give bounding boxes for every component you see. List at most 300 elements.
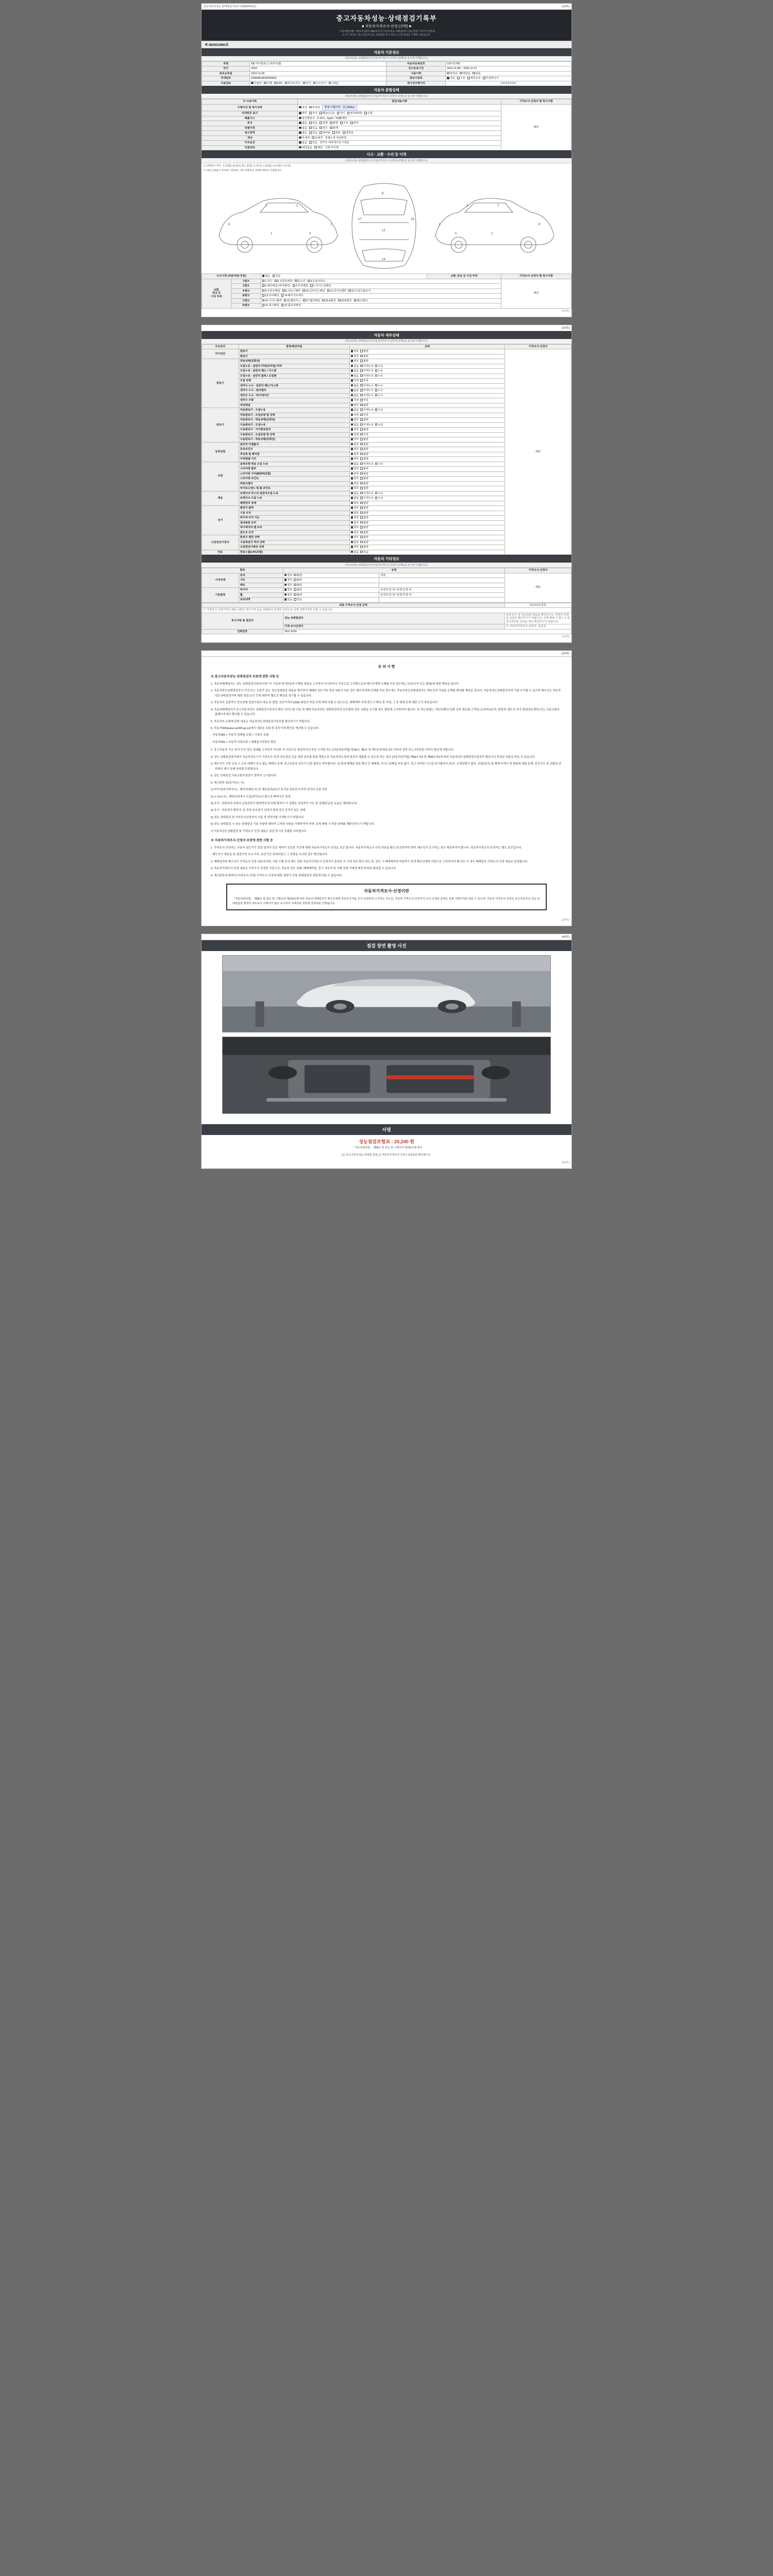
detail-option[interactable] — [360, 438, 368, 442]
overall-opt-1-1[interactable]: 부식 — [309, 112, 317, 115]
accident-diagram-area — [201, 163, 572, 274]
detail-option[interactable] — [351, 384, 359, 388]
fuel-option-6[interactable]: 기타() — [329, 82, 339, 86]
detail-option[interactable] — [351, 369, 359, 373]
overall-opt-7-1[interactable]: 있음 — [309, 141, 317, 145]
svg-text:3: 3 — [466, 205, 468, 208]
document-header — [201, 10, 572, 41]
detail-item-options — [349, 471, 505, 477]
detail-option[interactable] — [360, 443, 368, 447]
other-option[interactable] — [284, 574, 293, 578]
detail-option[interactable] — [360, 350, 368, 353]
detail-option[interactable] — [351, 360, 359, 363]
detail-option[interactable] — [351, 399, 359, 402]
detail-option-label: 없음 — [354, 423, 359, 427]
notice-item: 5) 성능·상태점검 및 가격조사산정자의 이름 및 연락처를 기재하시기 바랍니다. — [211, 816, 305, 819]
inspection-photo-front — [222, 955, 551, 1032]
detail-item-options — [349, 354, 505, 359]
detail-item-options — [349, 462, 505, 467]
other-option[interactable] — [284, 588, 293, 592]
accident-special-note: 해당 — [501, 279, 571, 308]
detail-option[interactable] — [375, 423, 383, 427]
detail-option[interactable] — [375, 375, 383, 378]
price-digit-0: 0 — [530, 603, 531, 607]
basic-label-1: 연식 — [202, 66, 250, 72]
detail-item-options — [349, 359, 505, 364]
detail-option[interactable] — [351, 512, 359, 515]
notice-item: 3. 성능·상태점검장치에서 자동차성능기기 가격조사·산정·성능점검 등을 위한 업무를 통한 명령으로 자동차성능상태 점검자 제출할 수 있도록 하는 경우 [자동차관리법] 제58조의4 및 제58조의5에 따라 자동차성능상태점검사업자의 벌금이나 과징금 처분을 받을 수 있습니다. — [211, 755, 535, 759]
parts-items-2 — [261, 289, 501, 294]
other-item-sublabel — [379, 598, 505, 603]
detail-option[interactable] — [360, 492, 374, 496]
detail-option[interactable] — [360, 433, 368, 437]
overall-key-6: 색상 — [202, 135, 298, 141]
other-option[interactable] — [284, 579, 293, 582]
detail-option[interactable] — [351, 467, 359, 471]
other-option-label: 없음 — [287, 598, 293, 602]
table-row — [202, 608, 572, 613]
other-item-options — [283, 578, 379, 583]
price-digit-1: 0 — [532, 603, 534, 607]
detail-option[interactable] — [351, 497, 359, 500]
overall-opt-0-0[interactable]: 정상 — [299, 106, 307, 110]
part-item[interactable]: 2.프론트펜더 — [275, 280, 293, 283]
remark-label: 특기사항 및 점검자 — [202, 613, 283, 629]
overall-opt-3-4[interactable]: 구조 — [340, 122, 348, 125]
detail-option[interactable] — [351, 350, 359, 353]
usetype-option-2[interactable]: 관용 — [473, 72, 481, 76]
usetype-option-1[interactable]: 영업용 — [460, 72, 470, 76]
detail-option[interactable] — [375, 369, 383, 373]
detail-option-label: 불량 — [363, 536, 368, 539]
sheet-topbar — [201, 4, 572, 10]
detail-item-options — [349, 403, 505, 408]
price-unit: 만원 — [541, 603, 546, 607]
detail-option[interactable] — [360, 409, 374, 412]
parts-rank-4: C랭크 — [231, 298, 261, 303]
svg-text:7: 7 — [265, 205, 267, 208]
remark-value-0: 차량 인수 전 성능점검 내용을 확인하시고, 차량의 상태를 꼼꼼히 확인하시기 바랍니다. 실제 매매 시 반드시 점검기록부와 실차를 대조 확인하시기 바랍니다. — [505, 613, 571, 624]
detail-option[interactable] — [351, 375, 359, 378]
detail-option[interactable] — [351, 521, 359, 525]
trans-option-2[interactable]: 세미오토 — [467, 77, 481, 80]
detail-item-options — [349, 526, 505, 531]
detail-option-label: 누수 — [378, 384, 383, 387]
sheet-topbar-2 — [201, 325, 572, 331]
detail-option[interactable] — [351, 516, 359, 520]
overall-opt-3-0[interactable]: 없음 — [299, 122, 307, 125]
detail-option[interactable] — [375, 389, 383, 393]
detail-option[interactable] — [351, 463, 359, 466]
detail-option-label: 누유 — [378, 492, 383, 495]
detail-option[interactable] — [360, 536, 368, 539]
other-item-sublabel: 운전석 앞 뒤 / 동반석 앞 뒤 — [379, 592, 505, 598]
detail-option[interactable] — [351, 394, 359, 398]
detail-item-options — [349, 516, 505, 521]
page-footer-4: (4/4쪽) — [561, 1161, 569, 1164]
part-item[interactable]: 6.루프패널 — [293, 284, 308, 288]
other-option[interactable] — [294, 594, 302, 597]
other-option-label: 양호 — [287, 588, 293, 592]
fuel-option-5[interactable]: 수소전기 — [313, 82, 327, 86]
part-item[interactable]: 12.트렁크플로어 — [348, 290, 371, 293]
detail-option[interactable] — [351, 404, 359, 408]
other-item-label: 보유내역 — [239, 598, 283, 603]
detail-option[interactable] — [360, 502, 368, 505]
trans-option-0[interactable]: 자동 — [447, 77, 455, 80]
overall-opt-4-2[interactable]: 침수 — [320, 127, 328, 130]
part-item[interactable]: 14.패키지트레이 — [281, 294, 304, 298]
overall-opt-6-0[interactable]: 무채색 — [299, 137, 310, 140]
part-item[interactable]: 22.플로어패널 — [281, 304, 301, 308]
detail-option[interactable] — [360, 516, 368, 520]
notice-item: 4. 매수인이 이전 등록 시 교부 대행이 주요 없는 매매의 문제, 중고자동차 성능이 인한 결과로 취득합니다. 권 위에 매매된 정보 확인 등 매매될, 사이드실패널 부착 없이, 중고 사버린 시고된 표기될니다 (특히, 프레임형이 없어, 포함(있다) 점 매매 부착이 및 범위에 대한 문제, 중간사수 및 교환된 단위에서 제시 상태 부위를 포함합니다. — [211, 762, 561, 771]
other-option[interactable] — [294, 579, 302, 582]
accident-left-options — [261, 274, 427, 279]
detail-option-label: 부족 — [363, 399, 368, 402]
detail-option-label: 불량 — [363, 457, 368, 461]
part-item[interactable]: 19.B필러 — [338, 299, 351, 303]
part-item[interactable]: 3.도어 — [295, 280, 305, 283]
odo-digit-0: 0 — [501, 81, 503, 85]
overall-opt-1-0[interactable]: 양호 — [299, 112, 307, 115]
other-item-options — [283, 588, 379, 593]
detail-option[interactable] — [351, 457, 359, 461]
overall-opt-2-2[interactable]: 매연 — [339, 117, 347, 121]
other-option[interactable] — [294, 588, 302, 592]
other-item-sublabel: 운전석 앞 뒤 / 동반석 앞 뒤 — [379, 588, 505, 593]
detail-option[interactable] — [351, 536, 359, 539]
detail-item-options — [349, 398, 505, 403]
parts-rank-0: 1랭크 — [231, 279, 261, 284]
detail-option-label: 양호 — [354, 452, 359, 456]
other-option[interactable] — [284, 584, 293, 587]
detail-option[interactable] — [360, 360, 368, 363]
detail-option-label: 미세누유 — [363, 409, 374, 412]
detail-option[interactable] — [351, 482, 359, 486]
accident-opt-yes[interactable]: 있음 — [273, 275, 281, 278]
overall-opt-1-5[interactable]: 도말 — [364, 112, 373, 115]
detail-option[interactable] — [351, 438, 359, 442]
detail-option[interactable] — [360, 365, 374, 368]
detail-option[interactable] — [375, 463, 383, 466]
detail-option[interactable] — [375, 384, 383, 388]
svg-text:2: 2 — [491, 232, 493, 236]
trans-option-1[interactable]: 수동 — [457, 77, 465, 80]
detail-option[interactable] — [360, 551, 368, 554]
part-item[interactable]: 5.쿼터패널 (리어펜더) — [262, 284, 291, 288]
overall-opt-5-4[interactable]: 영업용 — [343, 131, 354, 135]
detail-item-label: 배력장치 상태 — [239, 501, 349, 506]
detail-option[interactable] — [351, 443, 359, 447]
section-title-overall: 자동차 종합상태 — [201, 86, 572, 94]
detail-option[interactable] — [360, 521, 368, 525]
overall-opt-8-0[interactable]: 해당없음 — [299, 146, 312, 150]
notice-content — [201, 657, 572, 918]
part-item[interactable]: 8.프론트패널 — [262, 290, 280, 293]
detail-option-label: 없음 — [354, 364, 359, 368]
detail-option[interactable] — [360, 526, 368, 530]
part-item[interactable]: 11.다이브멤버 — [327, 290, 346, 293]
detail-option[interactable] — [351, 492, 359, 496]
detail-option[interactable] — [360, 531, 368, 535]
detail-option[interactable] — [375, 409, 383, 412]
detail-option[interactable] — [360, 394, 374, 398]
overall-opt-3-5[interactable]: 장치 — [350, 122, 359, 125]
detail-option[interactable] — [360, 369, 374, 373]
overall-detail-5 — [298, 131, 501, 136]
svg-text:7: 7 — [497, 205, 499, 208]
detail-option[interactable] — [351, 477, 359, 481]
other-option[interactable] — [294, 574, 302, 578]
basic-label-trans: 변속기종류 — [386, 76, 446, 81]
other-header-0: 항목 — [202, 568, 283, 573]
other-special-note: 해당 — [505, 573, 571, 602]
diagram-note-2: ※ 하단 상태표시 부호에 기준하며, 기타 차량특성 상태에 대하여 기재합니다. — [204, 169, 282, 172]
svg-text:6: 6 — [228, 223, 230, 227]
overall-detail-7 — [298, 141, 501, 146]
photo-section-title: 점검 장면 촬영 사진 — [201, 940, 572, 951]
overall-key-5: 용도변경 — [202, 131, 298, 136]
overall-opt-1-4[interactable]: 변조(변타) — [347, 112, 362, 115]
detail-option[interactable] — [351, 365, 359, 368]
overall-opt-2-0[interactable]: 일산화탄소 — [299, 117, 315, 121]
detail-option[interactable] — [360, 506, 368, 510]
overall-opt-1-3[interactable]: 상이 — [337, 112, 345, 115]
detail-option-label: 양호 — [354, 482, 359, 485]
detail-option[interactable] — [351, 433, 359, 437]
car-diagram — [204, 174, 569, 272]
overall-opt-5-1[interactable]: 있음 — [309, 131, 317, 135]
detail-option-label: 미세누유 — [363, 369, 374, 373]
detail-item-label: 오일 유량 — [239, 379, 349, 384]
detail-option[interactable] — [375, 497, 383, 500]
detail-option-label: 불량 — [363, 506, 368, 510]
detail-option-label: 미세누유 — [363, 364, 374, 368]
overall-opt-3-2[interactable]: 적법 — [320, 122, 328, 125]
overall-opt-1-2[interactable]: 훼손(오손) — [320, 112, 334, 115]
fuel-option-4[interactable]: 전기 — [303, 82, 311, 86]
detail-option[interactable] — [360, 467, 368, 471]
detail-option[interactable] — [375, 365, 383, 368]
other-option-label: 양호 — [287, 583, 293, 587]
detail-option[interactable] — [360, 423, 374, 427]
detail-option[interactable] — [351, 379, 359, 383]
overall-key-0: 주행거리 및 계기상태 — [202, 104, 298, 111]
detail-option[interactable] — [351, 502, 359, 505]
tel-value: 1811-8760 — [283, 629, 571, 634]
table-row — [202, 81, 572, 86]
overall-opt-6-1[interactable]: 유채색 — [312, 137, 323, 140]
parts-items-4 — [261, 298, 501, 303]
usetype-option-0[interactable]: 대여용 — [447, 72, 458, 76]
overall-opt-8-1[interactable]: 해당 — [314, 146, 323, 150]
odometer-digits — [446, 81, 572, 86]
notice-item: 5. 자동차의 손해에 관한 내용은 자동차성능상태점검기록부를 확인하시기 바랍니다. — [211, 720, 311, 723]
fuel-option-1[interactable]: 디젤 — [264, 82, 272, 86]
detail-group-label: 전기 — [202, 506, 239, 535]
detail-option-label: 없음 — [354, 384, 359, 387]
trans-option-3[interactable]: 무단변속기 — [483, 77, 499, 80]
detail-option[interactable] — [360, 487, 368, 490]
detail-option-label: 불량 — [363, 360, 368, 363]
detail-option[interactable] — [360, 384, 374, 388]
page-footer-1: (1/4쪽) — [561, 309, 569, 313]
detail-option[interactable] — [351, 389, 359, 393]
detail-option[interactable] — [375, 492, 383, 496]
detail-item-label: 와이퍼 모터 기능 — [239, 516, 349, 521]
detail-option[interactable] — [360, 375, 374, 378]
detail-option[interactable] — [351, 541, 359, 545]
detail-option[interactable] — [351, 546, 359, 549]
final-price-table — [201, 603, 572, 635]
detail-option[interactable] — [351, 551, 359, 554]
detail-option-label: 불량 — [363, 501, 368, 505]
other-item-options — [283, 598, 379, 603]
page-number: (1/4쪽) — [561, 5, 569, 8]
detail-option[interactable] — [360, 457, 368, 461]
detail-option-label: 누유 — [378, 409, 383, 412]
detail-option-label: 미세누수 — [363, 394, 374, 397]
part-item[interactable]: 9.크로스멤버 — [282, 290, 300, 293]
overall-opt-3-3[interactable]: 불법 — [330, 122, 338, 125]
detail-item-label: 수동변속기 - 오일유량 및 상태 — [239, 432, 349, 437]
detail-option[interactable] — [360, 482, 368, 486]
detail-item-options — [349, 535, 505, 540]
detail-option[interactable] — [360, 414, 368, 417]
section-title-other: 자동차 기타정보 — [201, 555, 572, 563]
part-item[interactable]: 13.리어패널 — [262, 294, 279, 298]
detail-option[interactable] — [360, 512, 368, 515]
overall-key-2: 배출가스 — [202, 116, 298, 121]
detail-item-options — [349, 432, 505, 437]
part-item[interactable]: 17.필러패널 — [303, 299, 320, 303]
detail-item-label: 윈도우 모터 — [239, 530, 349, 535]
svg-text:16: 16 — [411, 218, 414, 222]
overall-color-detail: 전체도색 색상변경 — [325, 136, 346, 140]
detail-option-label: 있음 — [363, 550, 368, 554]
fuel-option-0[interactable]: 가솔린 — [251, 82, 262, 86]
overall-opt-7-0[interactable]: 없음 — [299, 141, 307, 145]
other-option-label: 불량 — [296, 579, 302, 582]
detail-option[interactable] — [360, 546, 368, 549]
other-option-label: 불량 — [296, 588, 302, 592]
other-option[interactable] — [284, 594, 293, 597]
overall-opt-5-0[interactable]: 없음 — [299, 131, 307, 135]
fuel-option-3[interactable]: 하이브리드 — [285, 82, 301, 86]
part-item[interactable]: 16.휠하우스 — [284, 299, 301, 303]
detail-option[interactable] — [351, 414, 359, 417]
detail-option[interactable] — [351, 355, 359, 359]
current-mileage: 현재 주행거리 : 21,599km — [322, 105, 357, 111]
other-option[interactable] — [284, 598, 293, 602]
table-row — [202, 349, 572, 354]
part-item[interactable]: 7.사이드실패널 — [310, 284, 331, 288]
accident-right-title: 교환, 판금 등 이상 부위 — [427, 274, 501, 279]
detail-option[interactable] — [351, 418, 359, 422]
detail-option[interactable] — [360, 399, 368, 402]
notice-item: - 자동차365 > 자동차 이력조회 > 매매용이력정보 확인 — [211, 740, 276, 744]
part-item[interactable]: 21.대시패널 — [262, 304, 279, 308]
overall-opt-5-2[interactable]: 대여용 — [320, 131, 330, 135]
detail-option[interactable] — [351, 506, 359, 510]
detail-option[interactable] — [360, 389, 374, 393]
other-option[interactable] — [294, 598, 302, 602]
detail-option[interactable] — [351, 409, 359, 412]
svg-text:17: 17 — [358, 218, 362, 222]
part-item[interactable]: 15.사이드멤버 — [262, 299, 282, 303]
detail-option[interactable] — [375, 394, 383, 398]
part-item[interactable]: 4.트렁크리드 — [308, 280, 326, 283]
detail-option[interactable] — [351, 472, 359, 476]
other-item-label: 시트 — [239, 578, 283, 583]
part-item[interactable]: 1.후드 — [262, 280, 273, 283]
detail-option[interactable] — [351, 531, 359, 535]
overall-opt-4-0[interactable]: 없음 — [299, 127, 307, 130]
basic-label-odo: 계기상주행거리 — [386, 81, 446, 86]
overall-opt-4-1[interactable]: 있음 — [309, 127, 317, 130]
detail-option[interactable] — [360, 541, 368, 545]
detail-option[interactable] — [351, 428, 359, 432]
definition-box-title: 자동차가격조사·산정이란 — [364, 889, 409, 893]
overall-opt-5-3[interactable]: 관용 — [332, 131, 341, 135]
detail-option[interactable] — [360, 355, 368, 359]
detail-option-label: 없음 — [354, 550, 359, 554]
detail-option[interactable] — [351, 453, 359, 456]
detail-option[interactable] — [360, 448, 368, 451]
other-item-label: 매트 — [239, 583, 283, 588]
table-row — [202, 613, 572, 624]
detail-option[interactable] — [351, 448, 359, 451]
part-item[interactable]: 18.A필러 — [322, 299, 335, 303]
overall-opt-4-3[interactable]: 화재 — [330, 127, 338, 130]
fuel-options — [250, 81, 386, 86]
overall-opt-3-1[interactable]: 있음 — [309, 122, 317, 125]
notice-item: 3. 자동차의 실질적인 성능상태 점검기록의 내용 및 법령, 보증가격의 (200) 매성의 약관 등에 따라 다를 수 있으므로, 매매계약 전에 반드시 확인 후 이에, 그 중 판매 등에 대한 근거 자료입니다. — [211, 701, 439, 705]
detail-option[interactable] — [360, 453, 368, 456]
detail-option[interactable] — [360, 472, 368, 476]
detail-option[interactable] — [360, 404, 368, 408]
notice-list-2 — [211, 748, 562, 834]
detail-option-label: 없음 — [354, 369, 359, 373]
other-option[interactable] — [294, 584, 302, 587]
detail-option[interactable] — [360, 418, 368, 422]
detail-option[interactable] — [360, 379, 368, 383]
detail-option[interactable] — [351, 423, 359, 427]
detail-option[interactable] — [360, 497, 374, 500]
detail-item-label: 원동기 — [239, 349, 349, 354]
svg-text:1: 1 — [439, 223, 441, 227]
detail-option[interactable] — [360, 463, 374, 466]
detail-item-label: 냉각수 수량 — [239, 398, 349, 403]
overall-opt-0-1[interactable]: 비정상 — [309, 106, 320, 110]
detail-option[interactable] — [360, 428, 368, 432]
detail-option[interactable] — [360, 477, 368, 481]
detail-group-label: 변속기 — [202, 408, 239, 443]
parts-items-5 — [261, 303, 501, 309]
accident-opt-none[interactable]: 없음 — [262, 275, 271, 278]
part-item[interactable]: 10.인사이드패널 — [303, 290, 325, 293]
detail-option[interactable] — [351, 487, 359, 490]
part-item[interactable]: 20.C필러 — [354, 299, 367, 303]
detail-option[interactable] — [351, 526, 359, 530]
overall-detail-6 — [298, 135, 501, 141]
detail-option-label: 불량 — [363, 350, 368, 353]
fuel-option-2[interactable]: LPG — [274, 82, 282, 86]
detail-item-options — [349, 422, 505, 428]
basic-label-usetype: 사용이력 — [386, 71, 446, 76]
basic-value-3: KNMAB1BFAK09604 — [250, 76, 386, 81]
